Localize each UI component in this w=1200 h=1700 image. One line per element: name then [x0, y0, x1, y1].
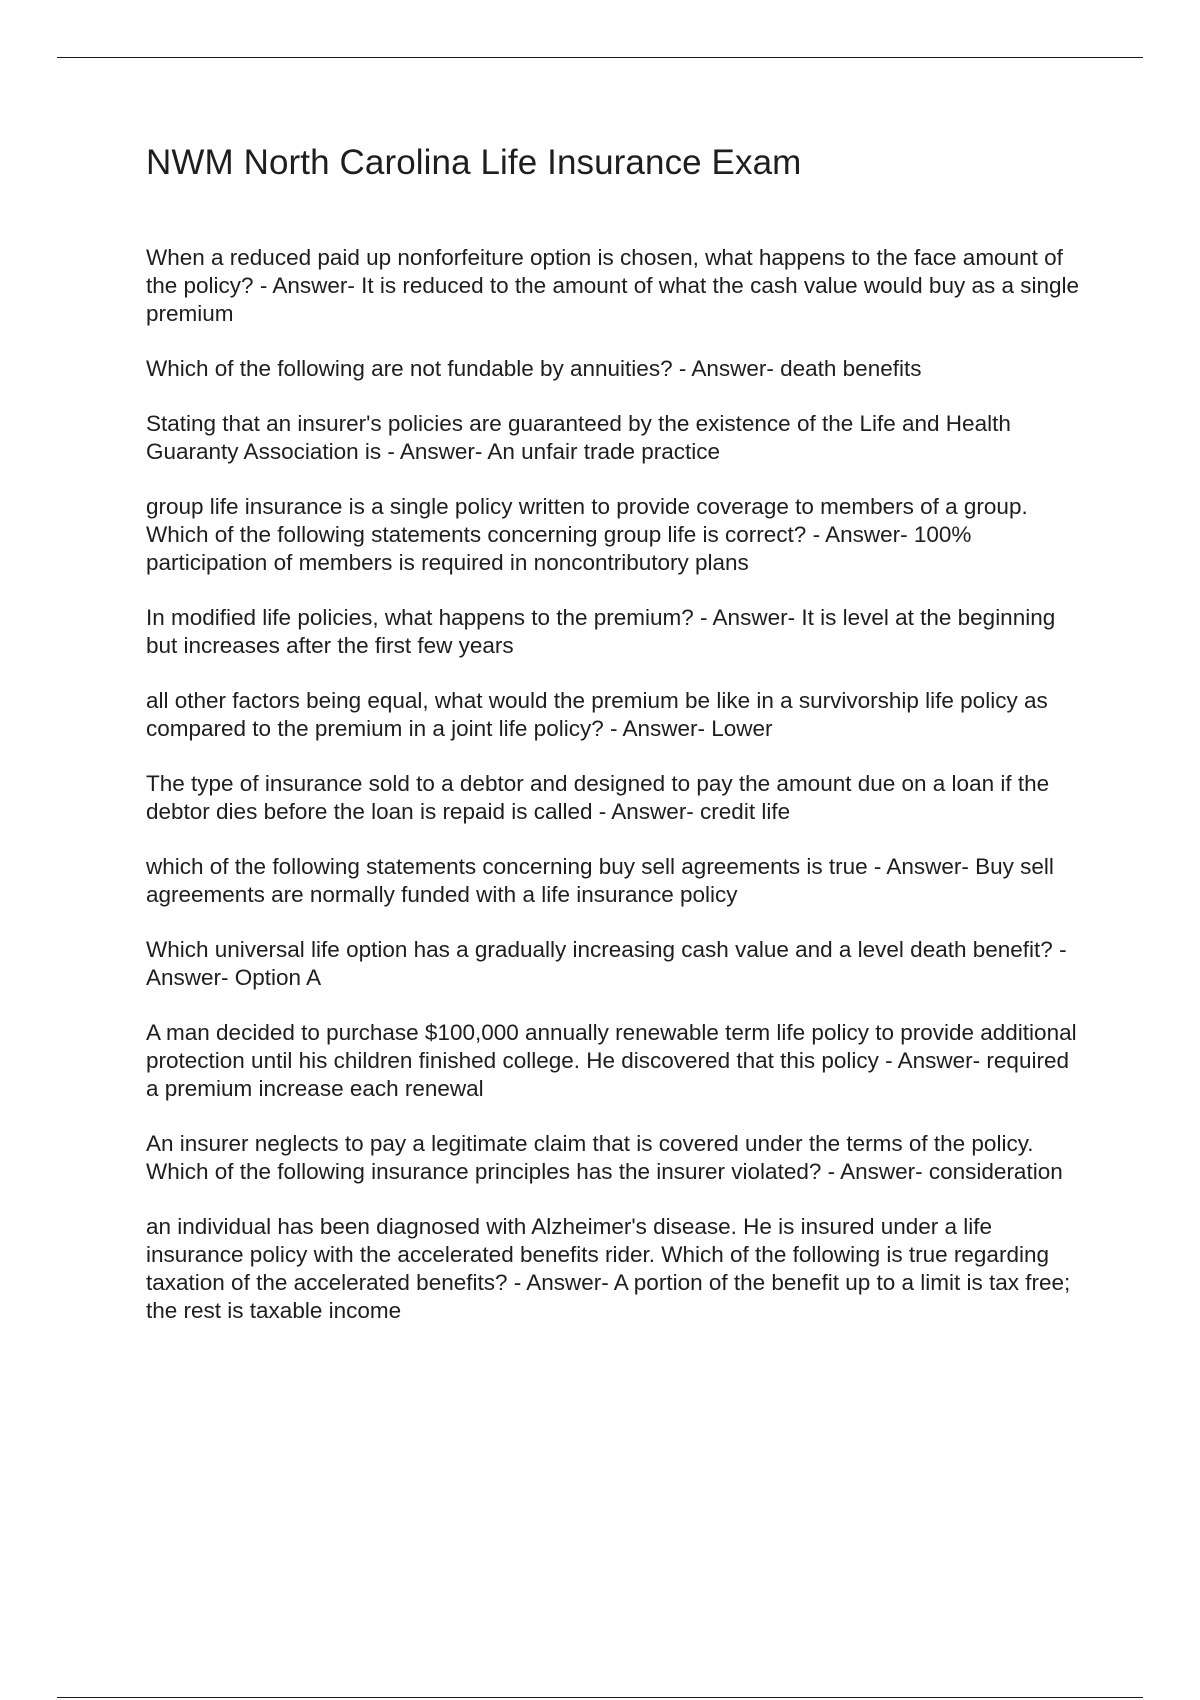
qa-entry: In modified life policies, what happens to the premium? - Answer- It is level at the beginning but increases after the first few years — [146, 605, 1056, 658]
bottom-divider — [57, 1697, 1143, 1698]
qa-entry: all other factors being equal, what would the premium be like in a survivorship life policy as compared to the premium in a joint life policy? - Answer- Lower — [146, 688, 1048, 741]
qa-entry: A man decided to purchase $100,000 annually renewable term life policy to provide additional protection until his children finished college. He discovered that this policy - Answer- required a premium increase each renewal — [146, 1020, 1077, 1101]
qa-entry: which of the following statements concerning buy sell agreements is true - Answer- Buy sell agreements are normally funded with a life insurance policy — [146, 854, 1054, 907]
document-title: NWM North Carolina Life Insurance Exam — [146, 143, 802, 182]
qa-entry: An insurer neglects to pay a legitimate claim that is covered under the terms of the policy. Which of the following insurance principles has the insurer violated? - Answer- consideration — [146, 1131, 1063, 1184]
qa-entry: The type of insurance sold to a debtor and designed to pay the amount due on a loan if the debtor dies before the loan is repaid is called - Answer- credit life — [146, 771, 1050, 824]
qa-entry: Which universal life option has a gradually increasing cash value and a level death benefit? - Answer- Option A — [146, 937, 1067, 990]
qa-entry: an individual has been diagnosed with Alzheimer's disease. He is insured under a life insurance policy with the accelerated benefits rider. Which of the following is true regarding taxation of the accelerated benefits? - Answer- A portion of the benefit up to a limit is tax free; the rest is taxable income — [146, 1214, 1071, 1323]
top-divider — [57, 57, 1143, 58]
qa-entry: group life insurance is a single policy written to provide coverage to members of a group. Which of the following statements concerning group life is correct? - Answer- 100% participation of members is required in noncontributory plans — [146, 494, 1028, 575]
document-body — [146, 140, 1086, 1352]
qa-entry: When a reduced paid up nonforfeiture option is chosen, what happens to the face amount of the policy? - Answer- It is reduced to the amount of what the cash value would buy as a single premium — [146, 245, 1080, 326]
qa-entry: Stating that an insurer's policies are guaranteed by the existence of the Life and Health Guaranty Association is - Answer- An unfair trade practice — [146, 411, 1011, 464]
qa-entry: Which of the following are not fundable by annuities? - Answer- death benefits — [146, 356, 922, 381]
